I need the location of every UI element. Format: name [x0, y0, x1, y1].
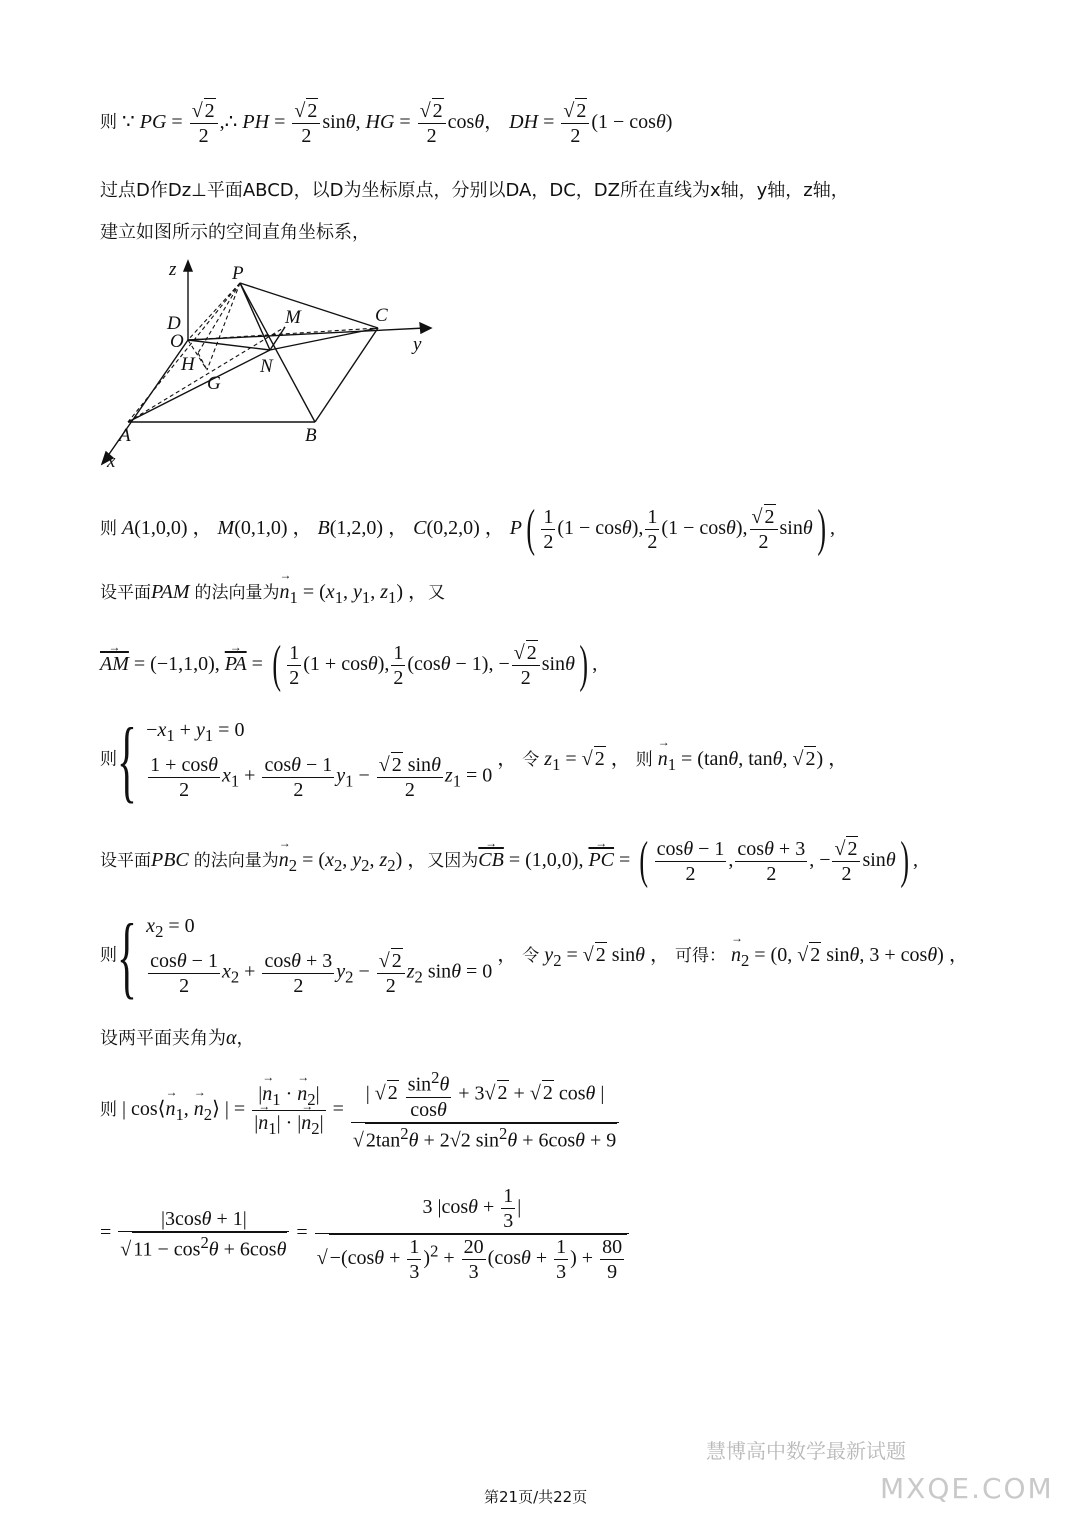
para1-line1: 过点D作Dz⊥平面ABCD，以D为坐标原点，分别以DA，DC，DZ所在直线为x轴，y轴，z轴，: [100, 180, 849, 201]
angle-intro: 设两平面夹角为α，: [100, 1027, 255, 1049]
label-A: A: [119, 425, 131, 446]
y-arrow: [420, 323, 431, 333]
label-C: C: [375, 305, 388, 326]
watermark-text: 慧博高中数学最新试题: [706, 1439, 906, 1463]
pbc-intro: 设平面PBC 的法向量为→ $n_2 = (x_2$, $y_2$, $z_2$) ，又因为→ $\overline{CB} = (1,0,0)$, → $\overline{PC}$ = ( $\frac{\cos\theta - 1}{2}$ , $\frac{\cos\theta + 3}{2}$ , − $\frac{√ 2}{2}$ sinθ) ,: [100, 830, 918, 892]
dash-PD: [188, 283, 240, 340]
pam-intro: 设平面PAM 的法向量为→ $n_1 = (x_1$, $y_1$, $z_1$) ，又: [100, 580, 445, 608]
edge-AN: [128, 350, 270, 422]
pbc-prefix: 则: [100, 945, 117, 966]
angle-prefix: 则: [100, 1099, 117, 1120]
prefix-text: 则: [100, 112, 117, 133]
page-footer: 第21页/共22页: [484, 1488, 588, 1506]
label-P: P: [232, 263, 244, 284]
edge-BC: [315, 328, 378, 422]
edge-NM: [270, 327, 285, 350]
label-B: B: [305, 425, 317, 446]
line-1: [100, 98, 672, 148]
line1-math: ∵ PG = $\frac{√ 2}{2}$ ,∴ PH = $\frac{√ 2}{2}$ sinθ, HG = $\frac{√ 2}{2}$ cosθ， DH = $\frac{√ 2}{2}$ (1 − cosθ): [122, 100, 673, 147]
pam-system: 则{ $-x_1 + y_1 = 0$ $\frac{1 + \cos\theta}{2}$ $x_1$ + $\frac{\cos\theta - 1}{2}$ $y_1$ − $\frac{√ 2 \sin\theta}{2}$ $z_1 = 0$ ， 令 $z_1$ = √ 2 ， 则 → $n_1 = (\tan\theta$, tanθ, √ 2) ，: [100, 712, 848, 808]
label-y: y: [413, 334, 422, 355]
label-N: N: [260, 356, 273, 377]
watermark-site: MXQE.COM: [880, 1472, 1054, 1505]
dash-PG: [207, 283, 240, 370]
pam-prefix: 则: [100, 749, 117, 770]
label-D: D: [167, 313, 181, 334]
coords-line: 则 A(1,0,0) ， M(0,1,0) ， B(1,2,0) ， C(0,2,0) ， P( $\frac{1}{2}$ (1 − cosθ), $\frac{1}{2}$ (1 − cosθ), $\frac{√ 2}{2}$ sinθ) ,: [100, 500, 836, 557]
angle-cos2: = $\frac{|3\cos\theta + 1|}{√ 11 - \cos^2\theta + 6\cos\theta}$ = 3 |cosθ + $\frac{1}{3}$ | √ −(cosθ + $\frac{1}{3}$ )$^2$ + $\frac{20}{3}$ (cosθ + $\frac{1}{3}$ ) + $\frac{80}{9}$: [100, 1184, 631, 1284]
label-x: x: [107, 451, 116, 472]
pbc-system: 则{ $x_2 = 0$ $\frac{\cos\theta - 1}{2}$ $x_2$ + $\frac{\cos\theta + 3}{2}$ $y_2$ − $\frac{√ 2}{2}$ $z_2$ sinθ = 0 ， 令 $y_2$ = √ 2 sinθ ， 可得： → $n_2 = (0$, √ 2 sinθ, 3 + cosθ) ，: [100, 908, 969, 1004]
edge-DN: [188, 340, 270, 350]
coordinate-figure: [95, 255, 440, 475]
angle-cos1: 则 | cos⟨→ $n_1$, → $n_2⟩$ | = $\frac{|\to n_1 \cdot \to n_2|}{|\to n_1| \cdot |\to n_2|}$ = | √ 2 $\frac{\sin^2\theta}{\cos\theta}$ + 3√ 2 + √ 2 cosθ | √ $2\tan^2\theta + 2√2$ $\sin^2\theta + 6\cos\theta + 9$: [100, 1068, 621, 1152]
label-z: z: [169, 259, 177, 280]
dash-PA: [128, 283, 240, 422]
x-axis: [105, 340, 188, 460]
para1-line2: 建立如图所示的空间直角坐标系，: [100, 222, 370, 243]
label-M: M: [285, 307, 301, 328]
pam-vectors: → $\overline{AM} = (-1,1,0)$, → $\overline{PA}$ = ( $\frac{1}{2}$ (1 + cosθ), $\frac{1}{2}$ (cosθ − 1), − $\frac{√ 2}{2}$ sinθ) ,: [100, 634, 597, 696]
label-O: O: [170, 331, 184, 352]
edge-PN: [240, 283, 270, 350]
label-H: H: [181, 354, 195, 375]
label-G: G: [207, 373, 221, 394]
z-arrow: [184, 261, 192, 271]
dash-HG: [198, 353, 207, 370]
